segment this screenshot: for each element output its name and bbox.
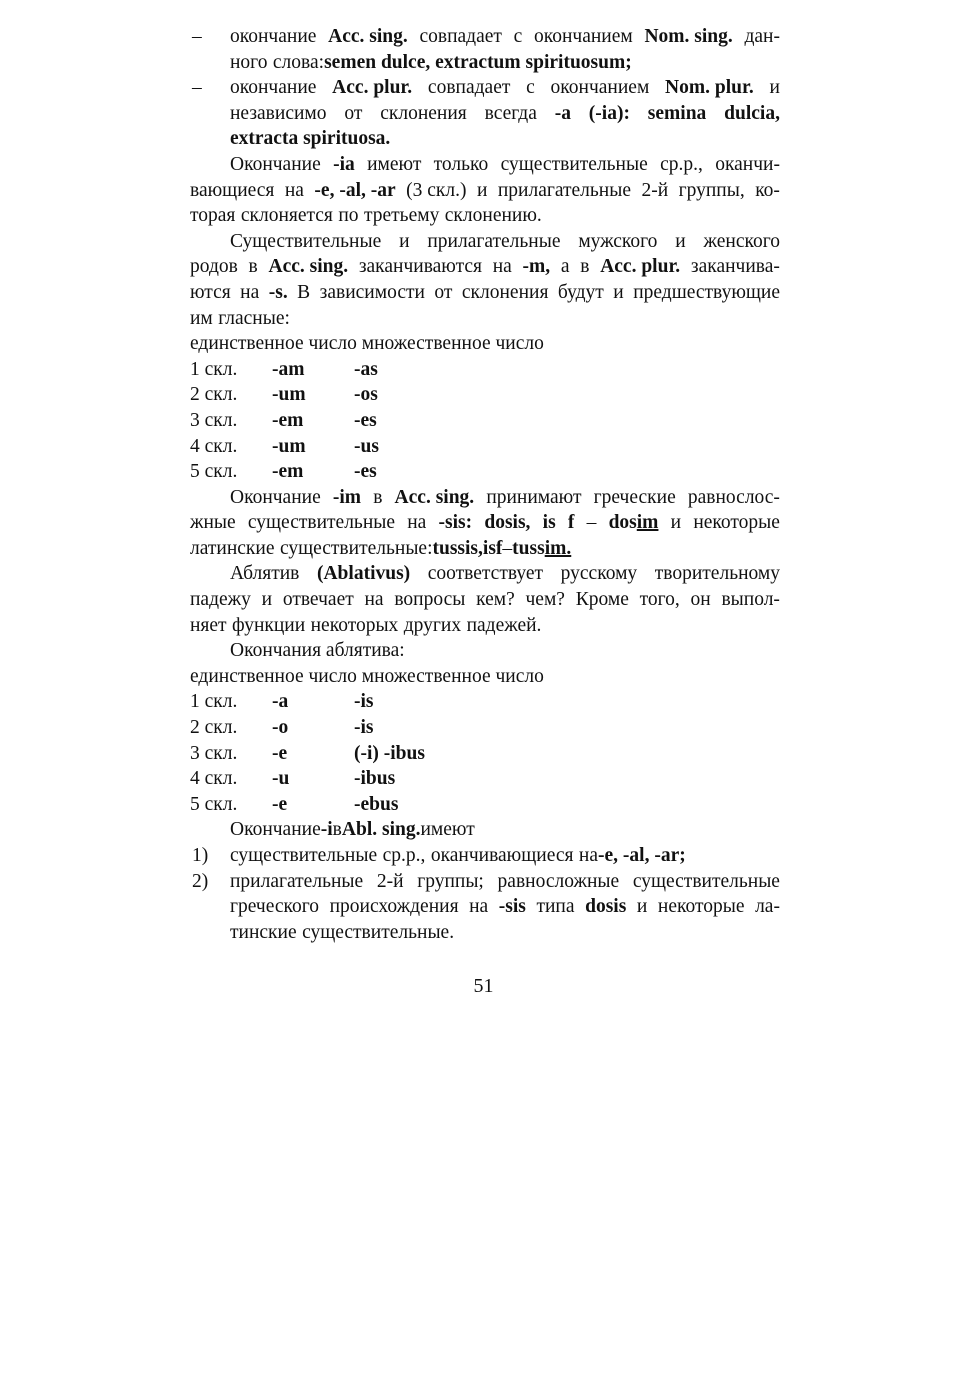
declension-label: 2 скл.: [190, 717, 238, 739]
declension-label: 4 скл.: [190, 768, 238, 790]
word: отвечает: [282, 589, 354, 611]
word: ко-: [755, 179, 780, 201]
word: им: [190, 307, 213, 329]
text-line: [190, 152, 780, 178]
word: и: [675, 230, 686, 252]
word: всегда: [484, 102, 537, 124]
word: ср.р.,: [382, 845, 426, 866]
word: вопросы: [394, 589, 466, 611]
word: выпол-: [721, 589, 780, 611]
item-number: 1): [192, 845, 209, 866]
plural-ending: -is: [354, 717, 374, 739]
text-line: [190, 203, 780, 229]
term: Nom. plur.: [665, 77, 754, 99]
word: заканчива-: [690, 256, 780, 278]
text-line: [190, 254, 780, 280]
table-row: [190, 357, 379, 383]
ending: -e, -al, -ar;: [598, 845, 686, 866]
ending: -i: [320, 819, 333, 841]
ending: -m,: [522, 256, 551, 278]
word: совпадает: [427, 77, 511, 99]
table-row: [190, 792, 425, 818]
singular-ending: -am: [272, 358, 305, 380]
word: Существительные: [230, 230, 382, 252]
word: на: [364, 589, 384, 611]
word: и: [636, 896, 648, 918]
word: 2-й: [641, 179, 669, 201]
text-line: [190, 178, 780, 204]
word: от: [434, 281, 453, 303]
word: творительному: [654, 563, 780, 585]
word: Окончание: [230, 819, 321, 841]
word: на: [469, 896, 489, 918]
term: Abl. sing.: [341, 819, 421, 841]
plural-ending: -es: [354, 461, 377, 483]
word: третьему: [364, 205, 440, 227]
word: существительные: [247, 512, 396, 534]
word: Окончание: [230, 153, 321, 175]
word: равносложные: [497, 870, 620, 892]
word: по: [338, 205, 359, 227]
singular-ending: -u: [272, 768, 290, 790]
word: других: [403, 614, 462, 636]
text-line: [230, 75, 780, 101]
item-number: 2): [192, 870, 209, 892]
text-line: [230, 894, 780, 920]
text-line: [230, 126, 780, 152]
text-line: [190, 510, 780, 536]
word: будут: [557, 281, 604, 303]
plural-ending: -ebus: [354, 793, 399, 815]
word: падежей.: [466, 614, 542, 636]
plural-ending: -as: [354, 358, 378, 380]
word: склонению.: [444, 205, 542, 227]
word: окончание: [230, 77, 317, 99]
singular-ending: -em: [272, 461, 304, 483]
table-header-acc: единственное число множественное число: [190, 333, 544, 355]
declension-label: 1 скл.: [190, 691, 238, 713]
text-line: [190, 613, 780, 639]
table-row: [190, 689, 425, 715]
word: того,: [639, 589, 680, 611]
word: группы,: [678, 179, 745, 201]
word: ср.р.,: [660, 153, 703, 175]
word: совпадает: [419, 26, 502, 47]
word: склонения: [380, 102, 467, 124]
numbered-item-1: [190, 843, 780, 869]
word: чем?: [525, 589, 565, 611]
word: и: [399, 230, 410, 252]
word: и: [261, 589, 273, 611]
word: соответствует: [427, 563, 544, 585]
word: –: [502, 537, 513, 559]
word: на: [492, 256, 512, 278]
word: гласные:: [218, 307, 290, 329]
example-term: dosis: [585, 896, 627, 918]
term: Acc. plur.: [600, 256, 681, 278]
word: на: [240, 281, 260, 303]
word: равнослос-: [687, 486, 780, 508]
term: (Ablativus): [316, 563, 411, 585]
ending: -sis: [498, 896, 526, 918]
table-row: [190, 408, 379, 434]
word: тинские: [230, 921, 297, 943]
word: ются: [190, 281, 231, 303]
word: склоняется: [240, 205, 333, 227]
word: родов: [190, 256, 238, 278]
example-term: is: [482, 537, 496, 559]
word: в: [248, 256, 258, 278]
word: 2-й: [376, 870, 404, 892]
word: независимо: [230, 102, 327, 124]
table-row: [190, 741, 425, 767]
text-line: [190, 485, 780, 511]
declension-label: 3 скл.: [190, 409, 238, 431]
text-line: [190, 229, 780, 255]
singular-ending: -o: [272, 717, 289, 739]
word: от: [344, 102, 363, 124]
example-term: f: [495, 537, 503, 559]
word: окончание: [230, 26, 317, 47]
word: некоторые: [693, 512, 780, 534]
text-line: [230, 869, 780, 895]
word: –: [586, 512, 597, 534]
example-term-underlined: tussim.: [512, 537, 572, 559]
plural-ending: -is: [354, 691, 374, 713]
ending: (-ia):: [588, 102, 630, 124]
word: с: [513, 26, 523, 47]
word: ла-: [755, 896, 780, 918]
word: Аблятив: [230, 563, 300, 585]
example-term: tussis,: [432, 537, 483, 559]
declension-label: 4 скл.: [190, 435, 238, 457]
declension-label: 2 скл.: [190, 384, 238, 406]
plural-ending: -os: [354, 384, 378, 406]
word: склонения: [461, 281, 549, 303]
declension-label: 1 скл.: [190, 358, 238, 380]
word: торая: [190, 205, 236, 227]
word: прилагательные: [230, 870, 364, 892]
plural-ending: -es: [354, 409, 377, 431]
word: кем?: [476, 589, 515, 611]
example-term: f: [567, 512, 575, 534]
word: дан-: [744, 26, 780, 47]
word: оканчивающиеся: [430, 845, 574, 866]
word: окончанием: [533, 26, 633, 47]
word: некоторых: [310, 614, 399, 636]
paragraph-im-ending: [190, 485, 780, 562]
word: жные: [190, 512, 236, 534]
bullet-acc-sing: [190, 24, 780, 75]
word: и: [769, 77, 780, 99]
example-term-underlined: dosim: [608, 512, 659, 534]
declension-label: 5 скл.: [190, 793, 238, 815]
plural-ending: -us: [354, 435, 379, 457]
word: заканчиваются: [358, 256, 482, 278]
abl-title: Окончания аблятива:: [230, 640, 405, 662]
word: ного: [230, 51, 268, 73]
word: только: [433, 153, 489, 175]
bullet-dash: –: [192, 77, 202, 99]
ending: -ia: [333, 153, 355, 175]
text-line: [230, 843, 780, 869]
word: падежу: [190, 589, 251, 611]
word: существительные:: [279, 537, 433, 559]
term: Nom. sing.: [644, 26, 733, 47]
word: окончанием: [550, 77, 650, 99]
term: Acc. sing.: [394, 486, 475, 508]
bullet-acc-plur: [190, 75, 780, 152]
singular-ending: -em: [272, 409, 304, 431]
table-row: [190, 382, 379, 408]
table-row: [190, 766, 425, 792]
example-term: dulcia,: [724, 102, 780, 124]
table-header-abl: единственное число множественное число: [190, 665, 544, 687]
singular-ending: -um: [272, 384, 306, 406]
term: Acc. sing.: [328, 26, 408, 47]
singular-ending: -um: [272, 435, 306, 457]
text-line: [190, 306, 780, 332]
word: (3 скл.): [406, 179, 467, 201]
example-term: dosis,: [484, 512, 531, 534]
word: с: [526, 77, 535, 99]
plural-ending: (-i) -ibus: [354, 742, 425, 764]
word: функции: [232, 614, 306, 636]
word: некоторые: [657, 896, 745, 918]
example-term: extracta spirituosa.: [230, 128, 391, 150]
word: вающиеся: [190, 179, 275, 201]
page-content: [190, 24, 780, 945]
table-row: [190, 459, 379, 485]
word: происхождения: [329, 896, 459, 918]
acc-endings-table: [190, 357, 379, 485]
word: существительные: [500, 153, 648, 175]
singular-ending: -a: [272, 691, 289, 713]
text-line: [190, 587, 780, 613]
plural-ending: -ibus: [354, 768, 396, 790]
word: существительные: [230, 845, 378, 866]
ending: -sis:: [438, 512, 473, 534]
text-line: [230, 101, 780, 127]
word: латинские: [190, 537, 275, 559]
word: а: [560, 256, 570, 278]
paragraph-acc-endings: [190, 229, 780, 331]
word: В: [297, 281, 311, 303]
example-term: semina: [647, 102, 707, 124]
word: имеют: [367, 153, 422, 175]
paragraph-i-ending: [190, 817, 780, 843]
word: принимают: [486, 486, 582, 508]
word: имеют: [420, 819, 475, 841]
word: на: [578, 845, 599, 866]
word: прилагательные: [497, 179, 631, 201]
word: в: [580, 256, 590, 278]
ending: -a: [554, 102, 571, 124]
word: в: [332, 819, 342, 841]
word: слова:: [272, 51, 325, 73]
word: он: [690, 589, 711, 611]
ending: -s.: [268, 281, 288, 303]
table-row: [190, 715, 425, 741]
page-number: 51: [473, 975, 494, 997]
declension-label: 3 скл.: [190, 742, 238, 764]
bullet-dash: –: [192, 26, 202, 47]
text-line: [230, 50, 780, 76]
term: Acc. plur.: [332, 77, 413, 99]
word: женского: [703, 230, 780, 252]
paragraph-ablativus: [190, 561, 780, 638]
word: Окончание: [230, 486, 321, 508]
word: греческие: [593, 486, 676, 508]
ending: -e, -al, -ar: [314, 179, 396, 201]
example-term: semen dulce, extractum spirituosum;: [324, 51, 632, 73]
word: и: [476, 179, 488, 201]
word: зависимости: [319, 281, 425, 303]
paragraph-ia-ending: [190, 152, 780, 229]
text-line: [230, 24, 780, 50]
word: на: [407, 512, 427, 534]
word: мужского: [578, 230, 658, 252]
word: существительные.: [302, 921, 455, 943]
table-row: [190, 434, 379, 460]
example-term: is: [542, 512, 556, 534]
abl-endings-table: [190, 689, 425, 817]
word: группы;: [417, 870, 484, 892]
word: и: [670, 512, 682, 534]
word: предшествующие: [633, 281, 780, 303]
word: русскому: [560, 563, 638, 585]
text-line: [230, 920, 780, 946]
word: греческого: [230, 896, 320, 918]
word: в: [373, 486, 383, 508]
word: оканчи-: [715, 153, 780, 175]
word: Кроме: [575, 589, 629, 611]
word: и: [613, 281, 624, 303]
singular-ending: -e: [272, 742, 288, 764]
ending: -im: [332, 486, 362, 508]
word: типа: [536, 896, 575, 918]
word: прилагательные: [427, 230, 561, 252]
numbered-item-2: [190, 869, 780, 946]
term: Acc. sing.: [268, 256, 349, 278]
declension-label: 5 скл.: [190, 461, 238, 483]
text-line: [190, 536, 780, 562]
word: на: [284, 179, 304, 201]
word: существительные: [632, 870, 780, 892]
word: няет: [190, 614, 227, 636]
text-line: [190, 561, 780, 587]
singular-ending: -e: [272, 793, 288, 815]
text-line: [190, 280, 780, 306]
